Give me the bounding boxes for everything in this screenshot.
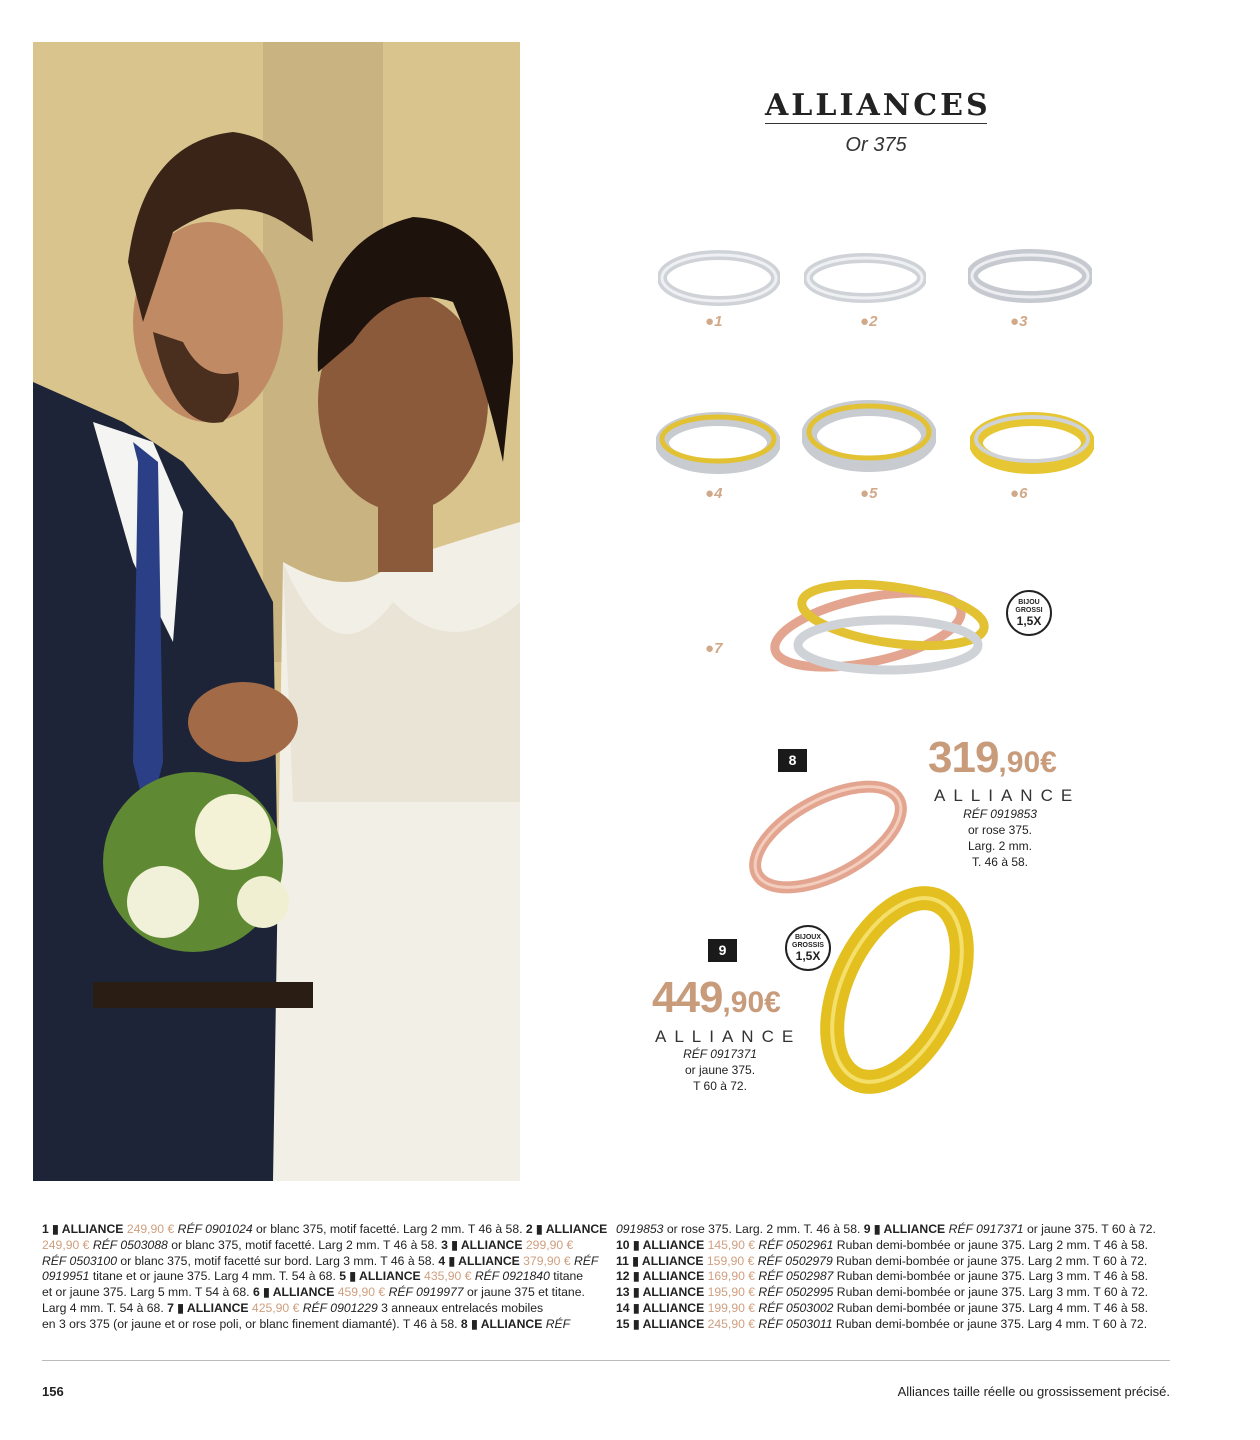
description-segment: RÉF 0502987 (758, 1269, 834, 1284)
description-segment: RÉF (573, 1253, 599, 1268)
description-segment: en 3 ors 375 (or jaune et or rose poli, or blanc finement diamanté). T 46 à 58. (42, 1316, 461, 1331)
ring-5-image (802, 396, 936, 476)
description-segment: or jaune 375 et titane. (463, 1285, 585, 1300)
description-segment: RÉF 0921840 (474, 1269, 550, 1284)
description-segment: or jaune 375. T 60 à 72. (1023, 1222, 1156, 1236)
description-line (42, 1222, 608, 1238)
description-right-column (616, 1222, 1170, 1333)
title-underline (765, 123, 987, 124)
description-line (42, 1238, 598, 1254)
product-8-details: RÉF 0919853 or rose 375. Larg. 2 mm. T. 46 à 58. (963, 807, 1037, 869)
description-segment: 0919951 (42, 1269, 90, 1284)
product-8-label: ALLIANCE (934, 786, 1081, 805)
description-segment: 145,90 € (707, 1237, 759, 1252)
product-9-number: 9 (708, 939, 737, 962)
ring-number-3: ●3 (1010, 313, 1028, 330)
description-segment: RÉF (545, 1316, 571, 1331)
ring-6-image (970, 408, 1094, 478)
description-segment: RÉF 0901024 (177, 1222, 253, 1236)
product-8-price: 319,90€ (928, 733, 1057, 782)
description-segment: 2 ▮ ALLIANCE (525, 1222, 608, 1236)
description-segment: 3 ▮ ALLIANCE (441, 1237, 526, 1252)
description-segment: 459,90 € (337, 1285, 389, 1300)
footer-divider (42, 1360, 1170, 1361)
footer-note: Alliances taille réelle ou grossissement précisé. (897, 1384, 1170, 1399)
page-number: 156 (42, 1384, 64, 1399)
product-9-price: 449,90€ (652, 973, 781, 1022)
ring-4-image (656, 408, 780, 478)
description-segment: 249,90 € (42, 1237, 93, 1252)
description-segment: Ruban demi-bombée or jaune 375. Larg 2 mm. T 46 à 58. (833, 1237, 1149, 1252)
description-segment: et or jaune 375. Larg 5 mm. T 54 à 68. (42, 1285, 253, 1300)
ring-1-image (658, 248, 780, 308)
page-subtitle: Or 375 (845, 134, 907, 156)
ring-9-image (812, 882, 977, 1102)
product-9-details: RÉF 0917371 or jaune 375. T 60 à 72. (683, 1047, 757, 1093)
product-8-number: 8 (778, 749, 807, 772)
description-segment: RÉF 0502961 (758, 1237, 834, 1252)
description-segment: 245,90 € (707, 1316, 759, 1331)
page-title: ALLIANCES (765, 88, 991, 123)
description-segment: Ruban demi-bombée or jaune 375. Larg 2 mm. T 60 à 72. (832, 1253, 1148, 1268)
description-line (616, 1238, 1170, 1254)
product-9-ref: RÉF 0917371 (683, 1047, 757, 1061)
description-segment: 8 ▮ ALLIANCE (460, 1316, 546, 1331)
description-line (616, 1301, 1170, 1317)
description-segment: or blanc 375, motif facetté. Larg 2 mm. T 46 à 58. (252, 1222, 526, 1236)
description-segment: 10 ▮ ALLIANCE (616, 1237, 708, 1252)
description-segment: titane et or jaune 375. Larg 4 mm. T. 54 à 68. (89, 1269, 340, 1284)
magnification-badge-2: BIJOUX GROSSIS 1,5X (785, 925, 831, 971)
description-segment: 1 ▮ ALLIANCE (42, 1222, 127, 1236)
description-line (42, 1254, 598, 1270)
description-segment: 7 ▮ ALLIANCE (167, 1300, 252, 1315)
description-segment: Ruban demi-bombée or jaune 375. Larg 4 mm. T 46 à 58. (833, 1300, 1149, 1315)
description-segment: or rose 375. Larg. 2 mm. T. 46 à 58. (663, 1222, 864, 1236)
description-segment: titane (549, 1269, 584, 1284)
description-segment: 159,90 € (706, 1253, 758, 1268)
description-segment: 379,90 € (523, 1253, 574, 1268)
description-segment: 11 ▮ ALLIANCE (616, 1253, 707, 1268)
ring-7-image (758, 575, 990, 695)
description-segment: RÉF 0919977 (388, 1285, 464, 1300)
description-line (616, 1222, 1170, 1238)
description-segment: 13 ▮ ALLIANCE (616, 1285, 708, 1300)
description-line (616, 1269, 1170, 1285)
ring-number-2: ●2 (860, 313, 878, 330)
description-segment: 4 ▮ ALLIANCE (438, 1253, 524, 1268)
ring-number-1: ●1 (705, 313, 723, 330)
description-segment: 14 ▮ ALLIANCE (616, 1300, 708, 1315)
description-segment: RÉF 0503100 (42, 1253, 117, 1268)
description-segment: or blanc 375, motif facetté sur bord. Larg 3 mm. T 46 à 58. (117, 1253, 439, 1268)
description-segment: 0919853 (616, 1222, 664, 1236)
magnification-badge: BIJOU GROSSI 1,5X (1006, 590, 1052, 636)
description-segment: 5 ▮ ALLIANCE (339, 1269, 425, 1284)
wedding-couple-photo (33, 42, 520, 1181)
description-segment: Ruban demi-bombée or jaune 375. Larg 4 mm. T 60 à 72. (832, 1316, 1148, 1331)
description-segment: Ruban demi-bombée or jaune 375. Larg 3 mm. T 46 à 58. (833, 1269, 1149, 1284)
description-segment: 3 anneaux entrelacés mobiles (377, 1300, 544, 1315)
description-segment: Larg 4 mm. T. 54 à 68. (42, 1300, 168, 1315)
description-segment: 12 ▮ ALLIANCE (616, 1269, 708, 1284)
description-segment: or blanc 375, motif facetté. Larg 2 mm. T 46 à 58. (167, 1237, 442, 1252)
description-segment: 169,90 € (707, 1269, 759, 1284)
description-segment: RÉF 0503088 (92, 1237, 168, 1252)
ring-2-image (804, 252, 926, 304)
ring-number-6: ●6 (1010, 485, 1028, 502)
product-9-label: ALLIANCE (655, 1027, 802, 1046)
description-segment: RÉF 0502979 (757, 1253, 833, 1268)
description-left-column (42, 1222, 608, 1333)
ring-number-4: ●4 (705, 485, 723, 502)
description-segment: 199,90 € (707, 1300, 759, 1315)
description-segment: RÉF 0503011 (758, 1316, 833, 1331)
ring-number-5: ●5 (860, 485, 878, 502)
description-segment: 6 ▮ ALLIANCE (252, 1285, 338, 1300)
ring-3-image (968, 248, 1092, 304)
description-segment: RÉF 0917371 (948, 1222, 1024, 1236)
description-line (42, 1317, 598, 1333)
description-segment: 249,90 € (126, 1222, 178, 1236)
description-line (42, 1285, 598, 1301)
description-segment: RÉF 0502995 (758, 1285, 834, 1300)
description-segment: 435,90 € (424, 1269, 475, 1284)
description-segment: RÉF 0901229 (302, 1300, 378, 1315)
description-segment: 195,90 € (707, 1285, 759, 1300)
description-segment: 15 ▮ ALLIANCE (616, 1316, 708, 1331)
ring-number-7: ●7 (705, 640, 723, 657)
description-line (616, 1317, 1170, 1333)
description-segment: RÉF 0503002 (758, 1300, 834, 1315)
description-segment: 425,90 € (251, 1300, 303, 1315)
description-line (42, 1301, 598, 1317)
description-line (616, 1285, 1170, 1301)
description-segment: 9 ▮ ALLIANCE (863, 1222, 949, 1236)
description-segment: Ruban demi-bombée or jaune 375. Larg 3 mm. T 60 à 72. (833, 1285, 1149, 1300)
description-line (616, 1254, 1170, 1270)
description-line (42, 1269, 598, 1285)
product-8-ref: RÉF 0919853 (963, 807, 1037, 821)
description-segment: 299,90 € (525, 1237, 574, 1252)
